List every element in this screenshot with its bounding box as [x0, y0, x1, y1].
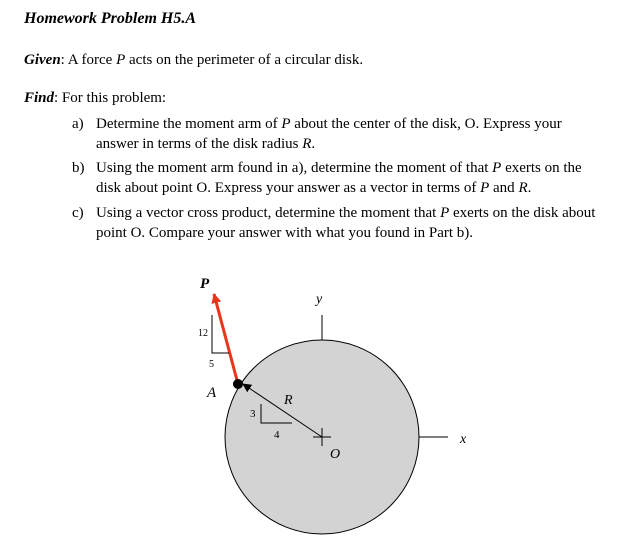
item-marker: b)	[72, 160, 85, 176]
slope-rise-label: 12	[198, 328, 208, 339]
triangle-run-label: 4	[274, 429, 280, 441]
force-symbol: P	[492, 160, 502, 176]
item-text-part: exerts on the disk about point O. Express your answer as a vector in terms of	[96, 160, 582, 196]
force-arrow	[214, 294, 238, 384]
slope-run-label: 5	[209, 359, 214, 370]
item-text-part: about the center of the disk, O. Express your answer in terms of the disk radius	[96, 116, 562, 152]
item-text-part: and	[489, 180, 519, 196]
given-text-after: acts on the perimeter of a circular disk.	[125, 52, 364, 68]
y-axis-label: y	[316, 292, 323, 307]
radius-symbol: R	[518, 180, 528, 196]
item-text-part: Using the moment arm found in a), determine the moment of that	[96, 160, 493, 176]
force-symbol: P	[440, 205, 450, 221]
item-marker: a)	[72, 116, 84, 132]
x-axis-label: x	[460, 432, 467, 447]
item-text-part: Using a vector cross product, determine the moment that	[96, 205, 441, 221]
force-symbol: P	[281, 116, 291, 132]
item-text-part: .	[527, 180, 532, 196]
item-text-part: .	[311, 136, 316, 152]
radius-label: R	[284, 393, 293, 408]
find-text: : For this problem:	[54, 90, 167, 106]
page-title: Homework Problem H5.A	[24, 10, 196, 27]
force-symbol: P	[480, 180, 490, 196]
given-force-symbol: P	[116, 52, 126, 68]
triangle-rise-label: 3	[250, 408, 256, 420]
given-text-before: : A force	[60, 52, 117, 68]
find-label: Find	[24, 90, 55, 106]
point-a-label: A	[207, 385, 217, 401]
force-label: P	[200, 276, 210, 292]
point-a-dot	[233, 379, 243, 389]
item-marker: c)	[72, 205, 84, 221]
item-text-part: Determine the moment arm of	[96, 116, 282, 132]
item-text-part: exerts on the disk about point O. Compare your answer with what you found in Part b).	[96, 205, 596, 241]
origin-label: O	[330, 447, 341, 462]
given-label: Given	[24, 52, 61, 68]
radius-symbol: R	[302, 136, 312, 152]
